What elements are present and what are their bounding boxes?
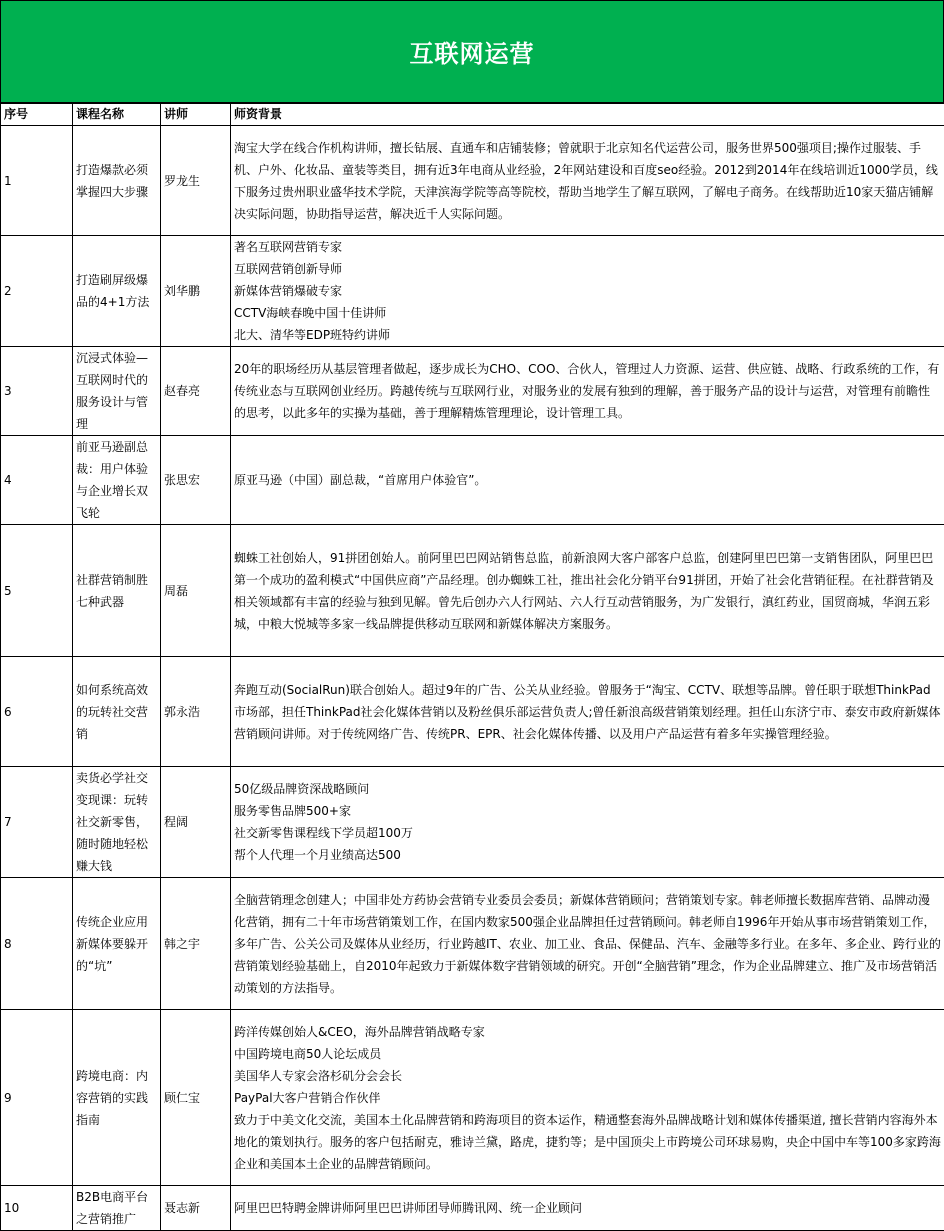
cell-course[interactable]: 沉浸式体验—互联网时代的服务设计与管理 (73, 347, 161, 436)
background-line: PayPal大客户营销合作伙伴 (234, 1087, 941, 1109)
cell-no[interactable]: 8 (1, 878, 73, 1010)
background-line: 中国跨境电商50人论坛成员 (234, 1043, 941, 1065)
title-banner (0, 0, 944, 103)
background-line: 淘宝大学在线合作机构讲师，擅长钻展、直通车和店铺装修；曾就职于北京知名代运营公司，服务世界500强项目;操作过服装、手机、户外、化妆品、童装等类目，拥有近3年电商从业经验，2年网站建设和百度seo经验。2012到2014年在线培训近1000学员，线下服务过贵州职业盛华技术学院，天津滨海学院等高等院校，帮助当地学生了解互联网，了解电子商务。在线帮助近10家天猫店铺解决实际问题，协助指导运营，解决近千人实际问题。 (234, 137, 941, 225)
table-row (1, 525, 944, 657)
cell-background[interactable] (231, 525, 944, 657)
cell-no[interactable]: 5 (1, 525, 73, 657)
background-line: 全脑营销理念创建人；中国非处方药协会营销专业委员会委员；新媒体营销顾问；营销策划专家。韩老师擅长数据库营销、品牌动漫化营销，拥有二十年市场营销策划工作，在国内数家500强企业品牌担任过营销顾问。韩老师自1996年开始从事市场营销策划工作，多年广告、公关公司及媒体从业经历，行业跨越IT、农业、加工业、食品、保健品、汽车、金融等多行业。在多年、多企业、跨行业的营销策划经验基础上，自2010年起致力于新媒体数字营销领域的研究。开创“全脑营销”理念，作为企业品牌建立、推广及市场营销活动策划的方法指导。 (234, 889, 941, 999)
table-row (1, 657, 944, 767)
cell-course[interactable]: 卖货必学社交变现课：玩转社交新零售，随时随地轻松赚大钱 (73, 767, 161, 878)
cell-teacher[interactable]: 韩之宇 (161, 878, 231, 1010)
cell-background[interactable] (231, 1186, 944, 1231)
cell-teacher[interactable]: 郭永浩 (161, 657, 231, 767)
cell-background[interactable] (231, 767, 944, 878)
cell-no[interactable]: 6 (1, 657, 73, 767)
cell-no[interactable]: 1 (1, 126, 73, 236)
cell-background[interactable] (231, 657, 944, 767)
cell-background[interactable] (231, 436, 944, 525)
cell-background[interactable] (231, 236, 944, 347)
header-course[interactable]: 课程名称 (73, 104, 161, 126)
background-line: 阿里巴巴特聘金牌讲师阿里巴巴讲师团导师腾讯网、统一企业顾问 (234, 1197, 941, 1219)
background-line: 帮个人代理一个月业绩高达500 (234, 844, 941, 866)
cell-teacher[interactable]: 赵春亮 (161, 347, 231, 436)
header-teacher[interactable]: 讲师 (161, 104, 231, 126)
background-line: 著名互联网营销专家 (234, 236, 941, 258)
background-line: 新媒体营销爆破专家 (234, 280, 941, 302)
table-row (1, 767, 944, 878)
table-row (1, 436, 944, 525)
course-table (0, 103, 944, 1231)
cell-background[interactable] (231, 126, 944, 236)
cell-course[interactable]: 社群营销制胜七种武器 (73, 525, 161, 657)
cell-no[interactable]: 9 (1, 1010, 73, 1186)
sheet-title: 互联网运营 (410, 34, 535, 69)
cell-teacher[interactable]: 顾仁宝 (161, 1010, 231, 1186)
cell-teacher[interactable]: 周磊 (161, 525, 231, 657)
header-no[interactable]: 序号 (1, 104, 73, 126)
cell-teacher[interactable]: 张思宏 (161, 436, 231, 525)
background-line: 北大、清华等EDP班特约讲师 (234, 324, 941, 346)
cell-background[interactable] (231, 347, 944, 436)
table-row (1, 1186, 944, 1231)
cell-teacher[interactable]: 程阔 (161, 767, 231, 878)
cell-background[interactable] (231, 1010, 944, 1186)
cell-no[interactable]: 10 (1, 1186, 73, 1231)
cell-teacher[interactable]: 罗龙生 (161, 126, 231, 236)
background-line: 服务零售品牌500+家 (234, 800, 941, 822)
table-row (1, 1010, 944, 1186)
table-row (1, 878, 944, 1010)
table-row (1, 126, 944, 236)
background-line: 原亚马逊（中国）副总裁，“首席用户体验官”。 (234, 469, 941, 491)
cell-course[interactable]: B2B电商平台之营销推广 (73, 1186, 161, 1231)
cell-background[interactable] (231, 878, 944, 1010)
cell-course[interactable]: 打造爆款必须掌握四大步骤 (73, 126, 161, 236)
background-line: 互联网营销创新导师 (234, 258, 941, 280)
cell-teacher[interactable]: 聂志新 (161, 1186, 231, 1231)
cell-course[interactable]: 前亚马逊副总裁：用户体验与企业增长双飞轮 (73, 436, 161, 525)
background-line: 50亿级品牌资深战略顾问 (234, 778, 941, 800)
background-line: 奔跑互动(SocialRun)联合创始人。超过9年的广告、公关从业经验。曾服务于“淘宝、CCTV、联想等品牌。曾任职于联想ThinkPad市场部，担任ThinkPad社会化媒体营销以及粉丝俱乐部运营负责人;曾任新浪高级营销策划经理。担任山东济宁市、泰安市政府新媒体营销顾问讲师。对于传统网络广告、传统PR、EPR、社会化媒体传播、以及用户产品运营有着多年实操管理经验。 (234, 679, 941, 745)
header-background[interactable]: 师资背景 (231, 104, 944, 126)
background-line: 跨洋传媒创始人&CEO，海外品牌营销战略专家 (234, 1021, 941, 1043)
table-row (1, 347, 944, 436)
cell-no[interactable]: 2 (1, 236, 73, 347)
table-row (1, 236, 944, 347)
cell-no[interactable]: 4 (1, 436, 73, 525)
cell-teacher[interactable]: 刘华鹏 (161, 236, 231, 347)
background-line: 社交新零售课程线下学员超100万 (234, 822, 941, 844)
background-line: 致力于中美文化交流，美国本土化品牌营销和跨海项目的资本运作，精通整套海外品牌战略计划和媒体传播渠道, 擅长营销内容海外本地化的策划执行。服务的客户包括耐克，雅诗兰黛，路虎，捷豹等；是中国顶尖上市跨境公司环球易购，央企中国中车等100多家跨海企业和美国本土企业的品牌营销顾问。 (234, 1109, 941, 1175)
header-row (1, 104, 944, 126)
background-line: 20年的职场经历从基层管理者做起，逐步成长为CHO、COO、合伙人，管理过人力资源、运营、供应链、战略、行政系统的工作，有传统业态与互联网创业经历。跨越传统与互联网行业，对服务业的发展有独到的理解，善于服务产品的设计与运营，对管理有前瞻性的思考，以此多年的实操为基础，善于理解精炼管理理论，设计管理工具。 (234, 358, 941, 424)
cell-no[interactable]: 3 (1, 347, 73, 436)
cell-course[interactable]: 打造刷屏级爆品的4+1方法 (73, 236, 161, 347)
background-line: 蜘蛛工社创始人，91拼团创始人。前阿里巴巴网站销售总监，前新浪网大客户部客户总监，创建阿里巴巴第一支销售团队，阿里巴巴第一个成功的盈利模式“中国供应商”产品经理。创办蜘蛛工社，推出社会化分销平台91拼团，开始了社会化营销征程。在社群营销及相关领域都有丰富的经验与独到见解。曾先后创办六人行网站、六人行互动营销服务，为广发银行，滇红药业，国贸商城，华润五彩城，中粮大悦城等多家一线品牌提供移动互联网和新媒体解决方案服务。 (234, 547, 941, 635)
cell-no[interactable]: 7 (1, 767, 73, 878)
background-line: CCTV海峡春晚中国十佳讲师 (234, 302, 941, 324)
background-line: 美国华人专家会洛杉矶分会会长 (234, 1065, 941, 1087)
cell-course[interactable]: 跨境电商：内容营销的实践指南 (73, 1010, 161, 1186)
cell-course[interactable]: 如何系统高效的玩转社交营销 (73, 657, 161, 767)
cell-course[interactable]: 传统企业应用新媒体要躲开的“坑” (73, 878, 161, 1010)
